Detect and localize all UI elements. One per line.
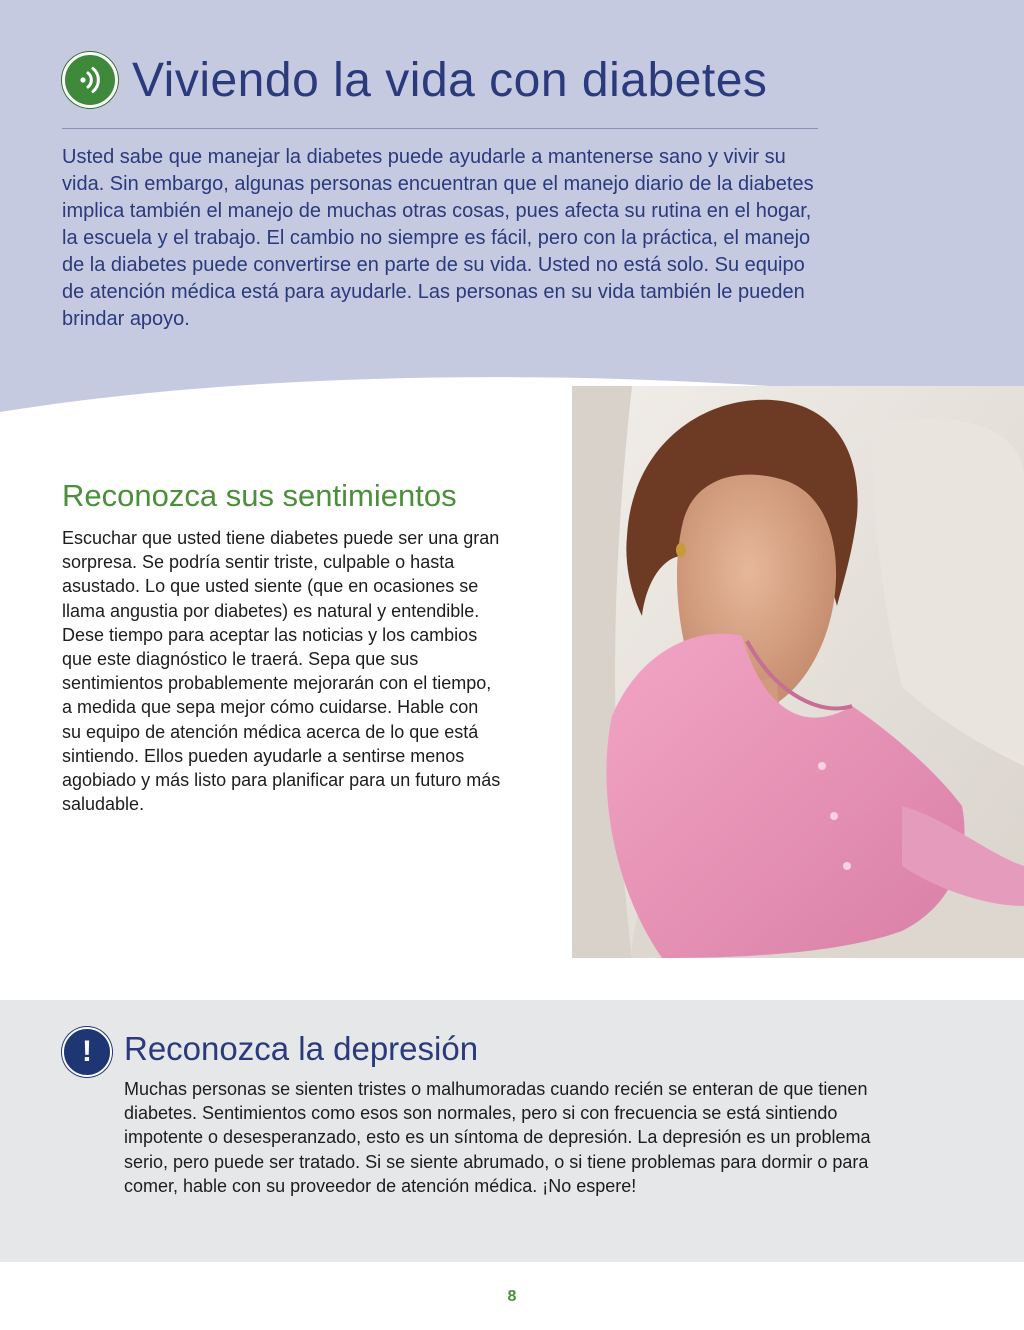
depression-heading: Reconozca la depresión — [124, 1030, 479, 1067]
audio-waves-icon[interactable] — [62, 52, 118, 108]
woman-photo — [572, 386, 1024, 958]
title-row — [62, 52, 767, 108]
feelings-heading: Reconozca sus sentimientos — [62, 478, 457, 513]
title-divider — [62, 128, 818, 129]
feelings-paragraph: Escuchar que usted tiene diabetes puede ser una gran sorpresa. Se podría sentir triste, culpable o hasta asustado. Lo que usted siente (que en ocasiones se llama angustia por diabetes) es natural y entendible. Dese tiempo para aceptar las noticias y los cambios que este diagnóstico le traerá. Sepa que sus sentimientos probablemente mejorarán con el tiempo, a medida que sepa mejor cómo cuidarse. Hable con su equipo de atención médica acerca de lo que está sintiendo. Ellos pueden ayudarle a sentirse menos agobiado y más listo para planificar para un futuro más saludable. — [62, 528, 501, 815]
page-title: Viviendo la vida con diabetes — [132, 53, 768, 107]
page-number: 8 — [507, 1288, 517, 1305]
exclamation-glyph: ! — [82, 1035, 92, 1068]
depression-paragraph: Muchas personas se sienten tristes o malhumoradas cuando recién se enteran de que tienen diabetes. Sentimientos como esos son normales, pero si con frecuencia se está sintiendo impotente o desesperanzado, esto es un síntoma de depresión. La depresión es un problema serio, pero puede ser tratado. Si se siente abrumado, o si tiene problemas para dormir o para comer, hable con su proveedor de atención médica. ¡No espere! — [124, 1079, 871, 1196]
exclamation-icon — [62, 1027, 112, 1077]
intro-paragraph: Usted sabe que manejar la diabetes puede ayudarle a mantenerse sano y vivir su vida. Sin embargo, algunas personas encuentran que el manejo diario de la diabetes implica también el manejo de muchas otras cosas, pues afecta su rutina en el hogar, la escuela y el trabajo. El cambio no siempre es fácil, pero con la práctica, el manejo de la diabetes puede convertirse en parte de su vida. Usted no está solo. Su equipo de atención médica está para ayudarle. Las personas en su vida también le pueden brindar apoyo. — [62, 146, 814, 330]
